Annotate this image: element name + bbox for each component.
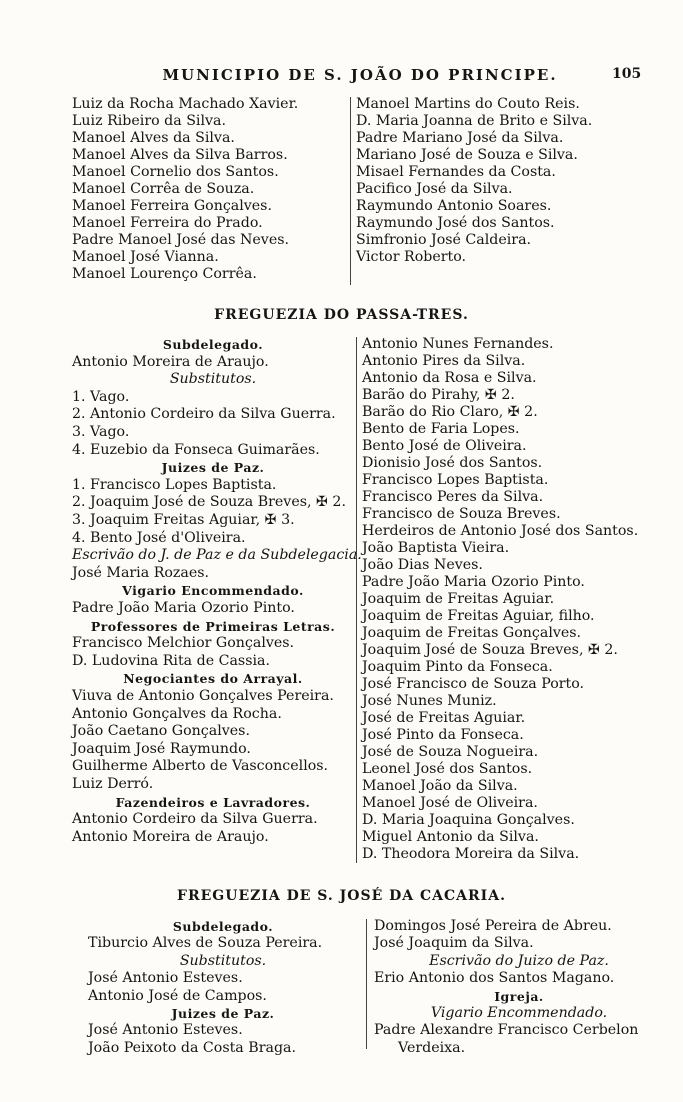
list-item: Raymundo José dos Santos. (356, 215, 555, 231)
list-item: Padre Mariano José da Silva. (356, 130, 564, 146)
list-item: João Dias Neves. (362, 557, 483, 573)
list-item: José Pinto da Fonseca. (362, 727, 524, 743)
list-item: Leonel José dos Santos. (362, 761, 533, 777)
list-item: 3. Vago. (72, 424, 130, 440)
list-item: D. Ludovina Rita de Cassia. (72, 652, 270, 669)
list-item: D. Maria Joanna de Brito e Silva. (356, 113, 593, 129)
list-item: Manoel Martins do Couto Reis. (356, 96, 580, 112)
list-item: Manoel Alves da Silva Barros. (72, 147, 288, 163)
list-item: Joaquim José Raymundo. (72, 740, 251, 757)
list-item: 2. Antonio Cordeiro da Silva Guerra. (72, 406, 336, 423)
list-item: Dionisio José dos Santos. (362, 455, 543, 471)
list-item: 2. Joaquim José de Souza Breves, ✠ 2. (72, 494, 346, 511)
list-item: Simfronio José Caldeira. (356, 232, 532, 248)
list-item: D. Theodora Moreira da Silva. (362, 846, 580, 862)
section-heading: Fazendeiros e Lavradores. (115, 794, 311, 810)
list-item: João Baptista Vieira. (362, 540, 510, 556)
list-item: 3. Joaquim Freitas Aguiar, ✠ 3. (72, 512, 295, 528)
column-rule (350, 97, 351, 285)
list-item: Antonio Cordeiro da Silva Guerra. (72, 811, 318, 828)
list-item: Manoel Alves da Silva. (72, 130, 235, 146)
list-item: José Maria Rozaes. (72, 564, 210, 581)
list-item: Joaquim Pinto da Fonseca. (362, 659, 553, 675)
list-item: Herdeiros de Antonio José dos Santos. (362, 523, 639, 539)
list-item: Antonio Moreira de Araujo. (72, 353, 269, 370)
list-item: Francisco de Souza Breves. (362, 506, 561, 522)
list-item: Barão do Rio Claro, ✠ 2. (362, 404, 538, 420)
list-item: Joaquim de Freitas Aguiar. (362, 591, 555, 607)
list-item: Joaquim de Freitas Gonçalves. (362, 625, 582, 641)
list-item: Antonio José de Campos. (88, 987, 267, 1004)
list-item: Domingos José Pereira de Abreu. (374, 918, 612, 934)
list-item: Luiz da Rocha Machado Xavier. (72, 96, 299, 112)
list-item: Victor Roberto. (356, 249, 467, 265)
list-item: Antonio Nunes Fernandes. (362, 336, 554, 352)
section-heading: Subdelegado. (162, 337, 264, 352)
list-item: Raymundo Antonio Soares. (356, 198, 552, 214)
section-heading: Juizes de Paz. (171, 1006, 275, 1021)
list-item: Manoel Ferreira Gonçalves. (72, 198, 272, 214)
list-item: Luiz Ribeiro da Silva. (72, 113, 226, 129)
list-item: Manoel João da Silva. (362, 778, 518, 794)
list-item: João Caetano Gonçalves. (72, 723, 250, 740)
list-item: Padre Alexandre Francisco Cerbelon (374, 1022, 639, 1039)
subheading: Escrivão do Juizo de Paz. (429, 952, 609, 969)
column-rule (366, 919, 367, 1049)
list-item: Bento de Faria Lopes. (362, 421, 520, 437)
list-item: Mariano José de Souza e Silva. (356, 147, 578, 163)
list-item: José de Souza Nogueira. (362, 744, 539, 760)
list-item: Antonio Pires da Silva. (362, 353, 526, 369)
list-item: José Antonio Esteves. (88, 970, 243, 987)
list-item: Manoel Corrêa de Souza. (72, 181, 255, 197)
list-item: José Nunes Muniz. (362, 693, 497, 709)
list-item: 4. Bento José d'Oliveira. (72, 529, 246, 546)
section-heading: Subdelegado. (172, 919, 274, 934)
list-item: D. Maria Joaquina Gonçalves. (362, 812, 575, 828)
list-item: Misael Fernandes da Costa. (356, 164, 556, 180)
running-head: MUNICIPIO DE S. JOÃO DO PRINCIPE. (162, 66, 558, 84)
section-heading: Igreja. (494, 988, 544, 1004)
list-item: Erio Antonio dos Santos Magano. (374, 970, 615, 987)
list-item: Bento José de Oliveira. (362, 438, 527, 454)
list-item: João Peixoto da Costa Braga. (88, 1039, 296, 1056)
list-item: Padre João Maria Ozorio Pinto. (362, 574, 585, 590)
list-item: Viuva de Antonio Gonçalves Pereira. (72, 688, 334, 704)
section-heading: Negociantes do Arrayal. (123, 671, 303, 687)
subheading: Vigario Encommendado. (430, 1005, 608, 1021)
section-heading: Professores de Primeiras Letras. (90, 618, 336, 634)
page-number: 105 (612, 66, 642, 82)
list-item: Manoel José de Oliveira. (362, 795, 538, 811)
list-item: Padre João Maria Ozorio Pinto. (72, 600, 295, 616)
list-item: Guilherme Alberto de Vasconcellos. (72, 758, 329, 775)
list-item: Joaquim José de Souza Breves, ✠ 2. (362, 642, 618, 658)
list-item: 1. Vago. (72, 388, 130, 405)
subheading: Escrivão do J. de Paz e da Subdelegacia. (72, 547, 362, 564)
list-item: Francisco Peres da Silva. (362, 489, 544, 505)
list-item: Miguel Antonio da Silva. (362, 829, 539, 845)
list-item: José Joaquim da Silva. (374, 935, 534, 952)
section-title-cacaria: FREGUEZIA DE S. JOSÉ DA CACARIA. (177, 888, 506, 904)
subheading: Substitutos. (179, 952, 267, 969)
list-item: Padre Manoel José das Neves. (72, 232, 290, 248)
section-heading: Juizes de Paz. (161, 460, 265, 476)
list-item: Manoel Cornelio dos Santos. (72, 164, 279, 180)
column-rule (356, 337, 357, 863)
list-item: Francisco Lopes Baptista. (362, 472, 549, 488)
list-item: Pacifico José da Silva. (356, 181, 513, 197)
list-item: Barão do Pirahy, ✠ 2. (362, 387, 515, 403)
list-item: José de Freitas Aguiar. (362, 710, 526, 726)
list-item: Joaquim de Freitas Aguiar, filho. (362, 608, 595, 624)
section-heading: Vigario Encommendado. (122, 583, 304, 599)
list-item: Antonio da Rosa e Silva. (362, 370, 537, 386)
list-item: Manoel José Vianna. (72, 249, 219, 265)
list-item: Verdeixa. (398, 1039, 466, 1056)
list-item: Antonio Moreira de Araujo. (72, 828, 269, 845)
subheading: Substitutos. (169, 371, 257, 388)
list-item: 1. Francisco Lopes Baptista. (72, 476, 277, 493)
list-item: Antonio Gonçalves da Rocha. (72, 705, 282, 722)
list-item: José Francisco de Souza Porto. (362, 676, 585, 692)
list-item: Manoel Lourenço Corrêa. (72, 266, 257, 282)
list-item: Luiz Derró. (72, 776, 154, 792)
list-item: 4. Euzebio da Fonseca Guimarães. (72, 441, 320, 458)
list-item: José Antonio Esteves. (88, 1022, 243, 1039)
list-item: Manoel Ferreira do Prado. (72, 215, 263, 231)
list-item: Francisco Melchior Gonçalves. (72, 635, 295, 652)
section-title-passa-tres: FREGUEZIA DO PASSA-TRES. (214, 307, 469, 323)
list-item: Tiburcio Alves de Souza Pereira. (88, 935, 323, 952)
